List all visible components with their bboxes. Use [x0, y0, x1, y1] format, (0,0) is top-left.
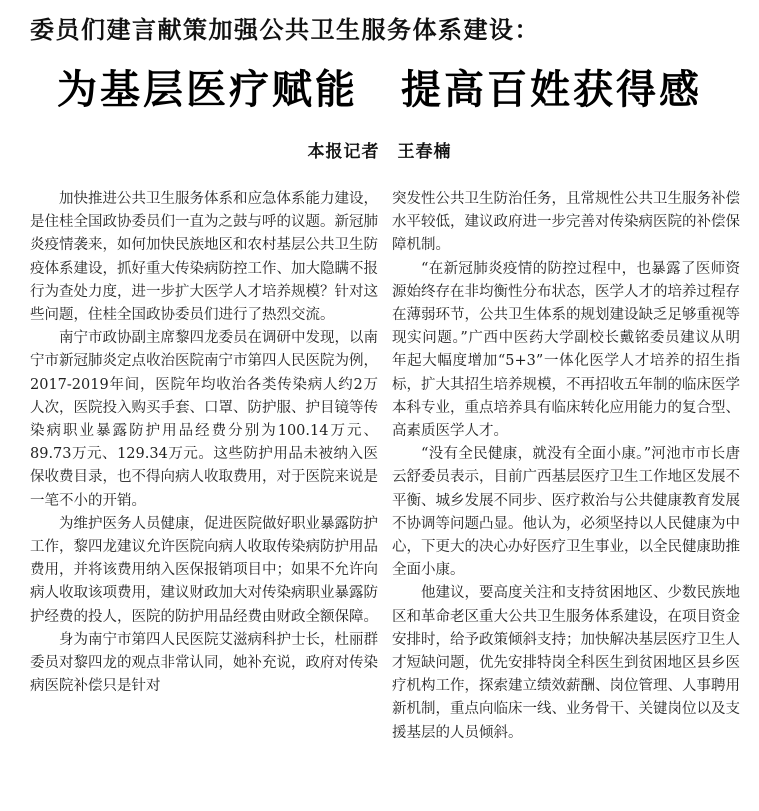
- article-byline: 本报记者 王春楠: [307, 142, 452, 162]
- paragraph: 身为南宁市第四人民医院艾滋病科护士长，杜丽群委员对黎四龙的观点非常认同，她补充说，政府对传染病医院补偿只是针对: [30, 631, 378, 695]
- paragraph-continued: 突发性公共卫生防治任务，且常规性公共卫生服务补偿水平较低，建议政府进一步完善对传染病医院的补偿保障机制。: [392, 191, 740, 254]
- article-kicker: 委员们建言献策加强公共卫生服务体系建设：: [30, 16, 540, 44]
- article-column-right: [392, 188, 740, 808]
- paragraph: 他建议，要高度关注和支持贫困地区、少数民族地区和革命老区重大公共卫生服务体系建设，在项目资金安排时，给予政策倾斜支持；加快解决基层医疗卫生人才短缺问题，优先安排特岗全科医生到贫困地区县乡医疗机构工作，探索建立绩效薪酬、岗位管理、人事聘用新机制，重点向临床一线、业务骨干、关键岗位以及支援基层的人员倾斜。: [392, 585, 740, 741]
- paragraph: 加快推进公共卫生服务体系和应急体系能力建设，是住桂全国政协委员们一直为之鼓与呼的议题。新冠肺炎疫情袭来，如何加快民族地区和农村基层公共卫生防疫体系建设，抓好重大传染病防控工作、加大隐瞒不报行为查处力度，进一步扩大医学人才培养规模？针对这些问题，住桂全国政协委员们进行了热烈交流。: [30, 191, 378, 324]
- paragraph: “在新冠肺炎疫情的防控过程中，也暴露了医师资源始终存在非均衡性分布状态，医学人才的培养过程存在薄弱环节，公共卫生体系的规划建设缺乏足够重视等现实问题。”广西中医药大学副校长戴铭委员建议从明年起大幅度增加“5+3”一体化医学人才培养的招生指标，扩大其招生培养规模，不再招收五年制的临床医学本科专业，重点培养具有临床转化应用能力的复合型、高素质医学人才。: [392, 260, 740, 440]
- paragraph: 南宁市政协副主席黎四龙委员在调研中发现，以南宁市新冠肺炎定点收治医院南宁市第四人民医院为例，2017-2019年间，医院年均收治各类传染病人约2万人次，医院投入购买手套、口罩、防护服、护目镜等传染病职业暴露防护用品经费分别为100.14万元、89.73万元、129.34万元。这些防护用品未被纳入医保收费目录，也不得向病人收取费用，对于医院来说是一笔不小的开销。: [30, 330, 378, 509]
- article-headline: 为基层医疗赋能 提高百姓获得感: [57, 66, 702, 113]
- paragraph: “没有全民健康，就没有全面小康。”河池市市长唐云舒委员表示，目前广西基层医疗卫生工作地区发展不平衡、城乡发展不同步、医疗救治与公共健康教育发展不协调等问题凸显。他认为，必须坚持以人民健康为中心，下更大的决心办好医疗卫生事业，以全民健康助推全面小康。: [392, 446, 740, 579]
- article-column-left: [30, 188, 378, 808]
- paragraph: 为维护医务人员健康，促进医院做好职业暴露防护工作，黎四龙建议允许医院向病人收取传染病防护用品费用，并将该费用纳入医保报销项目中；如果不允许向病人收取该项费用，建议财政加大对传染病职业暴露防护经费的投人，医院的防护用品经费由财政全额保障。: [30, 515, 378, 625]
